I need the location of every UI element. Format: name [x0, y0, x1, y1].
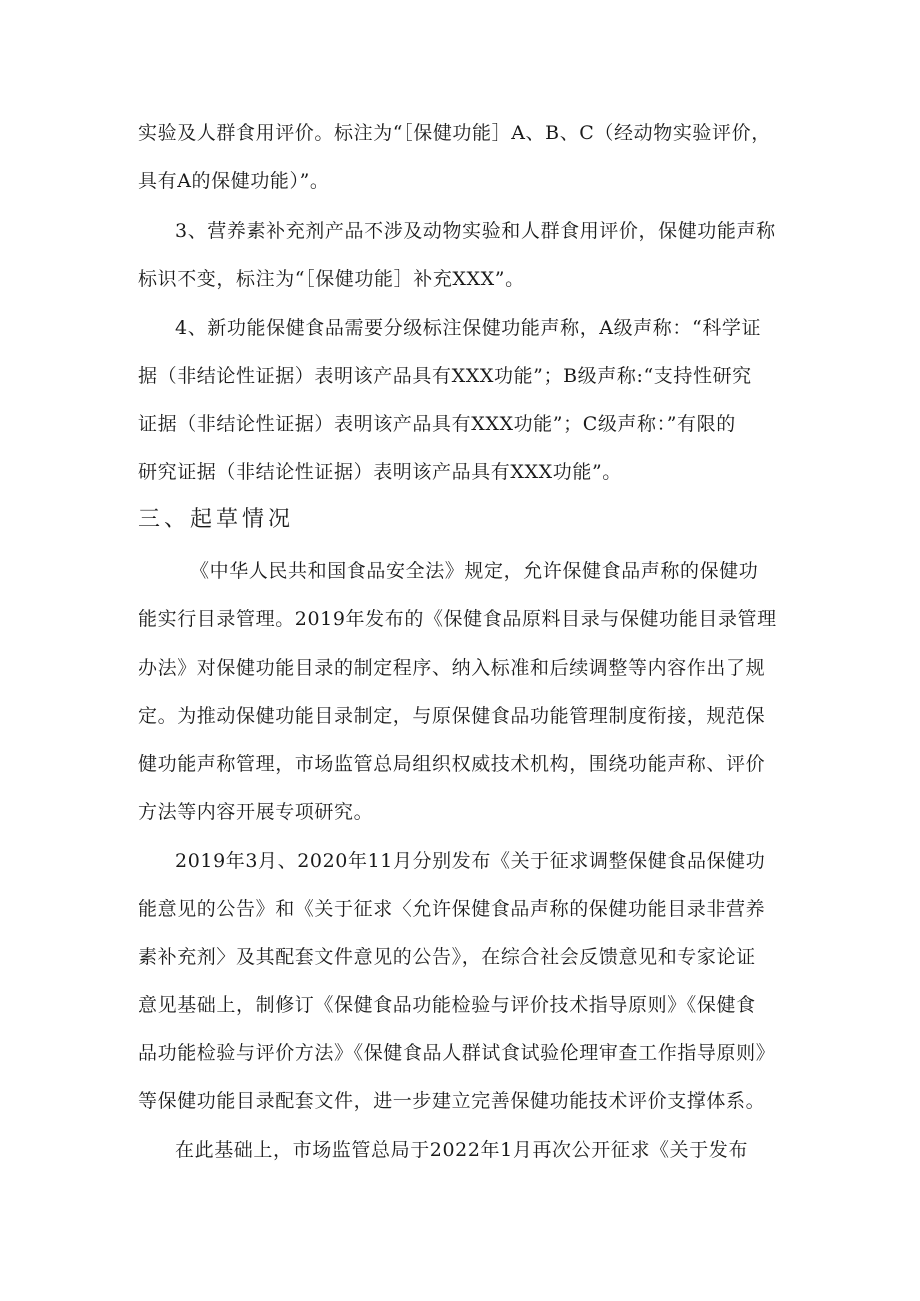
paragraph-line: 据（非结论性证据）表明该产品具有XXX功能”；B级声称:“支持性研究	[138, 365, 752, 387]
paragraph-line: 能意见的公告》和《关于征求〈允许保健食品声称的保健功能目录非营养	[138, 898, 766, 920]
paragraph-line: 素补充剂〉及其配套文件意见的公告》，在综合社会反馈意见和专家论证	[138, 946, 756, 968]
paragraph-line: 具有A的保健功能）”。	[138, 170, 330, 192]
paragraph-line: 等保健功能目录配套文件，进一步建立完善保健功能技术评价支撑体系。	[138, 1090, 766, 1112]
paragraph-line: 在此基础上，市场监管总局于2022年1月再次公开征求《关于发布	[175, 1139, 749, 1161]
paragraph-line: 3、营养素补充剂产品不涉及动物实验和人群食用评价，保健功能声称	[175, 220, 776, 242]
section-heading: 三、起草情况	[138, 507, 295, 532]
paragraph-line: 《中华人民共和国食品安全法》规定，允许保健食品声称的保健功	[190, 560, 759, 582]
paragraph-line: 4、新功能保健食品需要分级标注保健功能声称，A级声称：“科学证	[175, 317, 762, 339]
paragraph-line: 2019年3月、2020年11月分别发布《关于征求调整保健食品保健功	[175, 850, 766, 872]
paragraph-line: 标识不变，标注为“［保健功能］补充XXX”。	[138, 268, 525, 290]
paragraph-line: 方法等内容开展专项研究。	[138, 801, 374, 823]
paragraph-line: 定。为推动保健功能目录制定，与原保健食品功能管理制度衔接，规范保	[138, 705, 766, 727]
paragraph-line: 证据（非结论性证据）表明该产品具有XXX功能”；C级声称：”有限的	[138, 413, 736, 435]
paragraph-line: 健功能声称管理，市场监管总局组织权威技术机构，围绕功能声称、评价	[138, 753, 766, 775]
paragraph-line: 能实行目录管理。2019年发布的《保健食品原料目录与保健功能目录管理	[138, 608, 777, 630]
paragraph-line: 意见基础上，制修订《保健食品功能检验与评价技术指导原则》《保健食	[138, 994, 756, 1016]
paragraph-line: 实验及人群食用评价。标注为“［保健功能］A、B、C（经动物实验评价，	[138, 122, 771, 144]
paragraph-line: 办法》对保健功能目录的制定程序、纳入标准和后续调整等内容作出了规	[138, 657, 766, 679]
paragraph-line: 研究证据（非结论性证据）表明该产品具有XXX功能”。	[138, 461, 622, 483]
paragraph-line: 品功能检验与评价方法》《保健食品人群试食试验伦理审查工作指导原则》	[138, 1042, 776, 1064]
